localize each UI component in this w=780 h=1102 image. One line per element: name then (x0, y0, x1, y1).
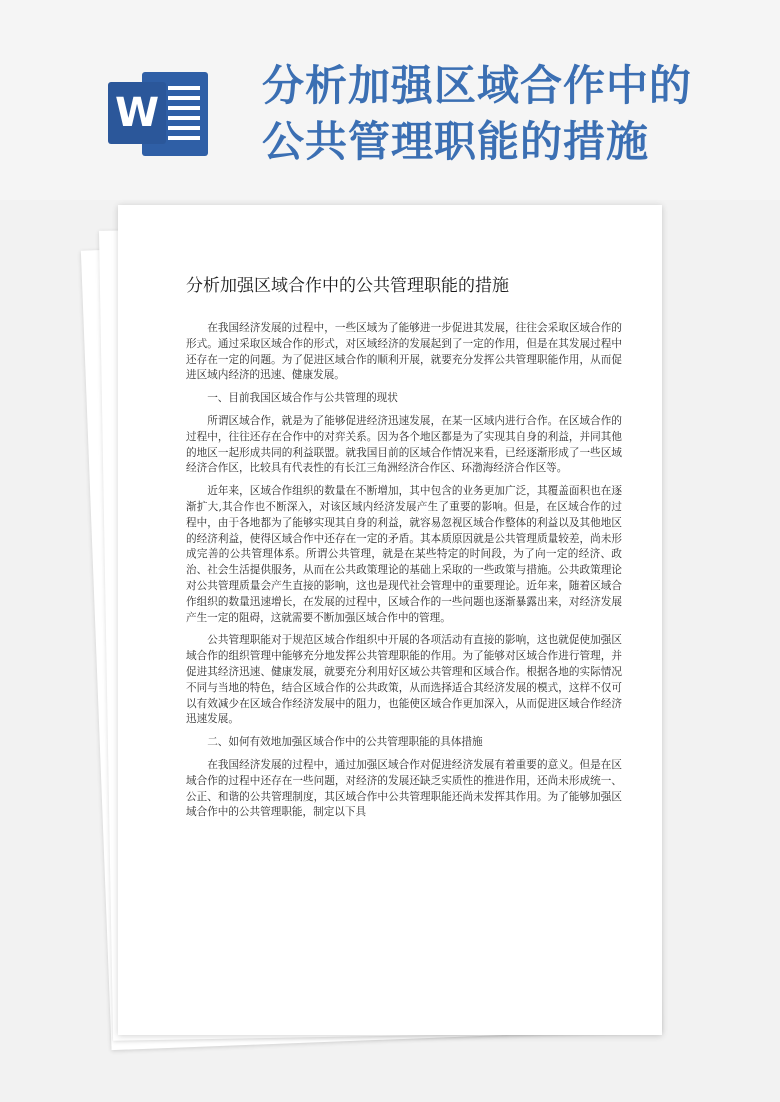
document-page (118, 205, 662, 1035)
word-icon (108, 68, 208, 160)
section-heading: 一、目前我国区域合作与公共管理的现状 (207, 392, 398, 405)
banner-title: 分析加强区域合作中的公共管理职能的措施 (262, 61, 693, 166)
paragraph: 所谓区域合作，就是为了能够促进经济迅速发展，在某一区域内进行合作。在区域合作的过程中，往往还存在合作中的对弈关系。因为各个地区都是为了实现其自身的利益，并同其他的地区一起形成共同的利益联盟。就我国目前的区域合作情况来看，已经逐渐形成了一些区域经济合作区，比较具有代表性的有长江三角洲经济合作区、环渤海经济合作区等。 (186, 414, 622, 475)
paragraph: 在我国经济发展的过程中，通过加强区域合作对促进经济发展有着重要的意义。但是在区域合作的过程中还存在一些问题，对经济的发展还缺乏实质性的推进作用，还尚未形成统一、公正、和谐的公共管理制度，其区域合作中公共管理职能还尚未发挥其作用。为了能够加强区域合作中的公共管理职能，制定以下具 (186, 758, 622, 819)
word-icon-letter: W (108, 82, 166, 144)
document-body (186, 321, 622, 828)
paragraph: 近年来，区域合作组织的数量在不断增加，其中包含的业务更加广泛，其覆盖面积也在逐渐扩大,其合作也不断深入，对该区域内经济发展产生了重要的影响。但是，在区域合作的过程中，由于各地都为了能够实现其自身的利益，就容易忽视区域合作整体的利益以及其他地区的经济利益，使得区域合作中还存在一定的矛盾。其本质原因就是公共管理质量较差，尚未形成完善的公共管理体系。所谓公共管理，就是在某些特定的时间段，为了向一定的经济、政治、社会生活提供服务，从而在公共政策理论的基础上采取的一些政策与措施。公共政策理论对公共管理质量会产生直接的影响，这也是现代社会管理中的重要理论。近年来，随着区域合作组织的数量迅速增长，在发展的过程中，区域合作的一些问题也逐渐暴露出来，对经济发展产生一定的阻碍，这就需要不断加强区域合作中的管理。 (186, 485, 622, 624)
section-heading: 二、如何有效地加强区域合作中的公共管理职能的具体措施 (207, 736, 483, 749)
paragraph: 在我国经济发展的过程中，一些区域为了能够进一步促进其发展，往往会采取区域合作的形式。通过采取区域合作的形式，对区域经济的发展起到了一定的作用，但是在其发展过程中还存在一定的问题。为了促进区域合作的顺利开展，就要充分发挥公共管理职能作用，从而促进区域内经济的迅速、健康发展。 (186, 322, 622, 382)
banner (0, 0, 780, 200)
paragraph: 公共管理职能对于规范区域合作组织中开展的各项活动有直接的影响，这也就促使加强区域合作的组织管理中能够充分地发挥公共管理职能的作用。为了能够对区域合作进行管理，并促进其经济迅速、健康发展，就要充分利用好区域公共管理和区域合作。根据各地的实际情况不同与当地的特色，结合区域合作的公共政策，从而选择适合其经济发展的模式，这样不仅可以有效减少在区域合作经济发展中的阻力，也能使区域合作更加深入，从而促进区域合作经济迅速发展。 (186, 634, 622, 726)
document-title: 分析加强区域合作中的公共管理职能的措施 (186, 276, 509, 296)
